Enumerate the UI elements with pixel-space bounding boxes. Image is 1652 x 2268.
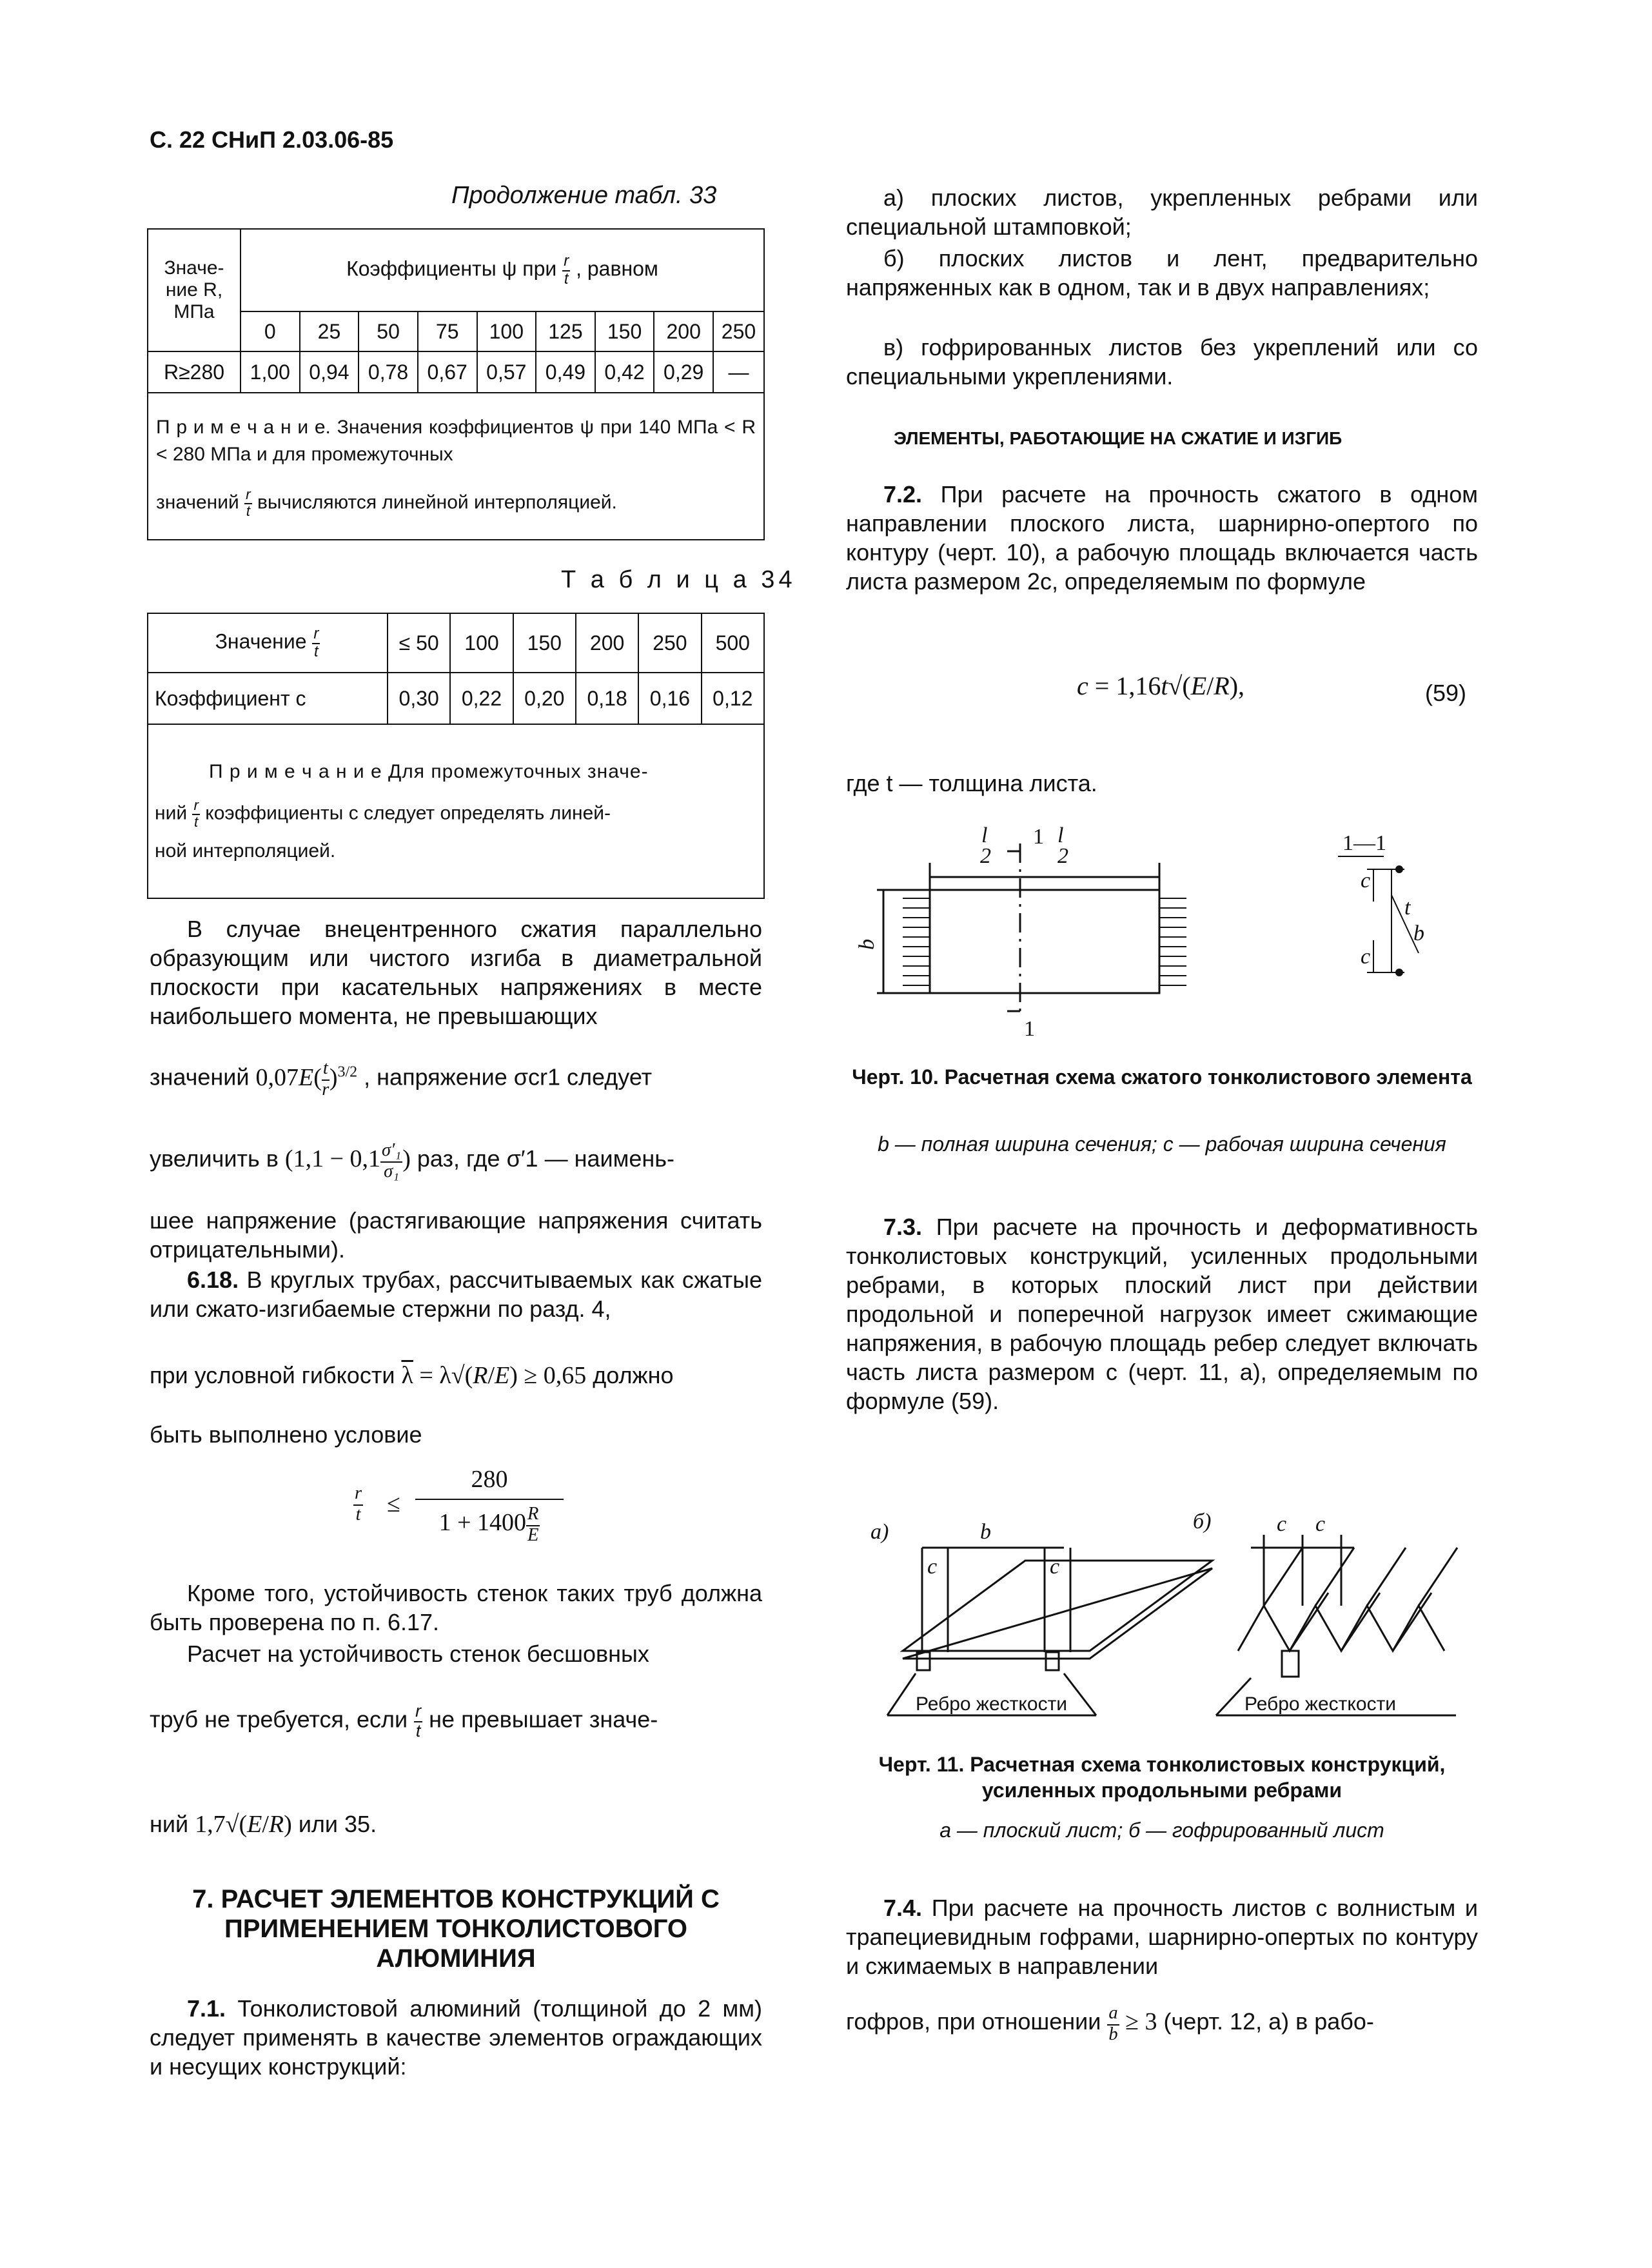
t33-col: 250 — [713, 311, 764, 351]
figure-10-legend: b — полная ширина сечения; c — рабочая ширина сечения — [878, 1132, 1446, 1156]
t34-col: 250 — [638, 613, 701, 673]
svg-text:b: b — [1413, 922, 1424, 945]
table33-continuation: Продолжение табл. 33 — [451, 182, 717, 209]
t33-note-line1: П р и м е ч а н и е. Значения коэффициентов ψ при 140 МПа < R < 280 МПа и для промежуточных — [156, 416, 756, 465]
t33-col: 125 — [536, 311, 595, 351]
section-7-title: 7. РАСЧЕТ ЭЛЕМЕНТОВ КОНСТРУКЦИЙ С ПРИМЕНЕНИЕМ ТОНКОЛИСТОВОГО АЛЮМИНИЯ — [192, 1885, 720, 1973]
para-618-text: В круглых трубах, рассчитываемых как сжатые или сжато-изгибаемые стержни по разд. 4, — [150, 1267, 762, 1322]
t33-coef-header — [241, 229, 764, 311]
t34-col: 200 — [576, 613, 638, 673]
t34-head-label: Значение — [215, 629, 307, 653]
t34-cell: 0,12 — [702, 673, 764, 724]
svg-text:c: c — [1361, 869, 1371, 892]
text-condition: быть выполнено условие — [150, 1421, 422, 1448]
t33-cell: 0,94 — [300, 351, 359, 393]
t33-cell: — — [713, 351, 764, 393]
text-or-35: или 35. — [298, 1811, 377, 1837]
clause-number-71: 7.1. — [187, 1995, 226, 2022]
para-values-line — [150, 1058, 762, 1099]
svg-text:1—1: 1—1 — [1342, 831, 1386, 855]
t34-note-line3: ной интерполяцией. — [155, 840, 336, 862]
formula-007E: 0,07E( $\frac{t}{r}$ )$^{3/2}$ — [255, 1058, 358, 1099]
para-seamless: Расчет на устойчивость стенок бесшовных — [187, 1641, 649, 1667]
t33-coef-tail: , равном — [576, 257, 658, 281]
running-head: С. 22 СНиП 2.03.06-85 — [150, 126, 394, 153]
svg-text:а): а) — [870, 1520, 889, 1544]
t34-note-line1: П р и м е ч а н и е Для промежуточных значе- — [209, 760, 649, 782]
formula-r-over-t-limit: $\frac{r}{t}$ ≤ 280 1 + 1400 $\frac{R}{E}$ — [353, 1465, 573, 1562]
svg-text:l: l — [1057, 823, 1064, 847]
para-seamless-cond — [150, 1702, 762, 1740]
text-not-required: труб не требуется, если — [150, 1706, 408, 1733]
t34-head-label-cell — [148, 613, 388, 673]
para-least-stress: шее напряжение (растягивающие напряжения считать отрицательными). — [150, 1207, 762, 1263]
r-over-t-fraction: $\frac{r}{t}$ — [246, 486, 251, 519]
svg-text:c: c — [1361, 945, 1371, 969]
t34-col: 150 — [513, 613, 576, 673]
svg-text:c: c — [1277, 1512, 1287, 1536]
t34-col: 100 — [450, 613, 513, 673]
svg-text:t: t — [1404, 896, 1411, 920]
t33-cell: 0,78 — [359, 351, 418, 393]
subheading-compression: ЭЛЕМЕНТЫ, РАБОТАЮЩИЕ НА СЖАТИЕ И ИЗГИБ — [894, 428, 1342, 448]
para-74-text: При расчете на прочность листов с волнистым и трапециевидным гофрами, шарнирно-опертых по контуру и сжимаемых в направлении — [846, 1895, 1478, 1979]
para-72-text: При расчете на прочность сжатого в одном направлении плоского листа, шарнирно-опертого по контуру (черт. 10), а рабочую площадь включается часть листа размером 2c, определяемым по формуле — [846, 481, 1478, 595]
t33-col: 100 — [477, 311, 536, 351]
t33-col: 75 — [418, 311, 477, 351]
t34-note — [148, 724, 764, 898]
para-618-flex-line — [150, 1361, 762, 1390]
text-fig12: (черт. 12, а) в рабо- — [1163, 2008, 1374, 2035]
para-618 — [150, 1265, 762, 1323]
formula-59: c = 1,16t√(E/R), — [1077, 671, 1245, 700]
t33-col: 150 — [595, 311, 654, 351]
t34-cell: 0,18 — [576, 673, 638, 724]
t33-col: 50 — [359, 311, 418, 351]
list-item-b: б) плоских листов и лент, предварительно напряженных как в одном, так и в двух направлениях; — [846, 245, 1478, 301]
para-eccentric: В случае внецентренного сжатия параллельно образующим или чистого изгиба в диаметральной плоскости при касательных напряжениях в месте наибольшего момента, не превышающих — [150, 916, 762, 1029]
svg-text:2: 2 — [980, 844, 991, 868]
svg-text:l: l — [981, 823, 988, 847]
text-where-t: где t — толщина листа. — [846, 770, 1097, 796]
formula-factor: (1,1 − 0,1 $\frac{\text{σ′₁}}{\text{σ₁}}$ ) — [284, 1140, 411, 1181]
t33-col: 25 — [300, 311, 359, 351]
para-73-text: При расчете на прочность и деформативность тонколистовых конструкций, усиленных продольными ребрами, в которых плоский лист при действии продольной и поперечной нагрузок имеет сжимающие напряжения, в рабочую площадь ребер следует включать часть листа размером c (черт. 11, а), определяемым по формуле (59). — [846, 1214, 1478, 1414]
text-must: должно — [593, 1362, 674, 1388]
t33-cell: 0,42 — [595, 351, 654, 393]
figure-11-legend: а — плоский лист; б — гофрированный лист — [939, 1819, 1384, 1842]
t34-note-line2: коэффициенты c следует определять линей- — [205, 802, 611, 823]
svg-text:б): б) — [1193, 1510, 1212, 1533]
clause-number-72: 7.2. — [883, 481, 923, 508]
t34-cell: 0,22 — [450, 673, 513, 724]
t33-cell: 0,49 — [536, 351, 595, 393]
t33-cell: 0,57 — [477, 351, 536, 393]
text-stress-increase: , напряжение σcr1 следует — [364, 1063, 653, 1090]
r-over-t-fraction: $\frac{r}{t}$ — [313, 625, 319, 660]
svg-text:2: 2 — [1057, 844, 1068, 868]
para-73 — [846, 1212, 1478, 1415]
r-over-t-fraction: $\frac{r}{t}$ — [415, 1701, 422, 1740]
t33-head-col: Значе-ние R, МПа — [148, 229, 241, 351]
formula-lambda: $\overline{\lambda} = \lambda√(R/E) \ge 0,65$ — [401, 1362, 587, 1389]
svg-text:1: 1 — [1024, 1017, 1035, 1041]
figure-11-diagram — [851, 1509, 1470, 1728]
svg-text:1: 1 — [1033, 825, 1044, 849]
figure-10-diagram — [851, 818, 1470, 1043]
clause-number-73: 7.3. — [883, 1214, 923, 1240]
svg-text:c: c — [927, 1555, 938, 1579]
formula-a-over-b: $\frac{a}{b}$ ≥ 3 — [1108, 2003, 1157, 2044]
t33-note-interp: вычисляются линейной интерполяцией. — [257, 491, 617, 513]
text-values: значений — [150, 1063, 250, 1090]
svg-text:b: b — [855, 939, 879, 950]
t33-col: 0 — [241, 311, 300, 351]
rib-label-b: Ребро жесткости — [1244, 1693, 1397, 1715]
t34-cell: 0,30 — [388, 673, 450, 724]
svg-text:c: c — [1050, 1555, 1060, 1579]
rib-label-a: Ребро жесткости — [916, 1693, 1068, 1715]
t34-note-ni: ний — [155, 802, 188, 823]
table-33 — [147, 228, 765, 540]
t33-row-label: R≥280 — [148, 351, 241, 393]
svg-text:c: c — [1315, 1512, 1326, 1536]
para-74-ratio-line — [846, 2004, 1478, 2044]
para-72 — [846, 480, 1478, 596]
figure-11-caption: Черт. 11. Расчетная схема тонколистовых конструкций, усиленных продольными ребрами — [878, 1753, 1446, 1802]
t33-note-values: значений — [156, 491, 239, 513]
table-34 — [147, 613, 765, 899]
para-seamless-limit — [150, 1809, 762, 1839]
para-74 — [846, 1893, 1478, 1980]
r-over-t-fraction: $\frac{r}{t}$ — [564, 252, 569, 288]
t34-cell: 0,20 — [513, 673, 576, 724]
text-conditional-slenderness: при условной гибкости — [150, 1362, 395, 1388]
t33-col: 200 — [654, 311, 713, 351]
t34-row-label: Коэффициент c — [148, 673, 388, 724]
t34-col: 500 — [702, 613, 764, 673]
equation-number-59: (59) — [1425, 680, 1467, 706]
formula-17-sqrt: 1,7√(E/R) — [195, 1811, 292, 1838]
clause-number-618: 6.18. — [187, 1267, 239, 1293]
clause-number-74: 7.4. — [883, 1895, 923, 1921]
text-not-exceed: не превышает значе- — [429, 1706, 658, 1733]
r-over-t-fraction: $\frac{r}{t}$ — [193, 796, 199, 830]
text-ni: ний — [150, 1811, 189, 1837]
svg-text:b: b — [980, 1520, 991, 1544]
t33-cell: 0,67 — [418, 351, 477, 393]
table34-title: Т а б л и ц а 34 — [561, 566, 796, 593]
t33-cell: 0,29 — [654, 351, 713, 393]
list-item-a: а) плоских листов, укрепленных ребрами или специальной штамповкой; — [846, 184, 1478, 240]
para-increase-line — [150, 1141, 762, 1181]
para-also: Кроме того, устойчивость стенок таких труб должна быть проверена по п. 6.17. — [150, 1580, 762, 1635]
text-corrugation-ratio: гофров, при отношении — [846, 2008, 1101, 2035]
para-71 — [150, 1994, 762, 2081]
t33-coef-label: Коэффициенты ψ при — [346, 257, 557, 281]
figure-10-caption: Черт. 10. Расчетная схема сжатого тонколистового элемента — [852, 1065, 1472, 1089]
text-increase: увеличить в — [150, 1145, 279, 1172]
t34-col: ≤ 50 — [388, 613, 450, 673]
para-71-text: Тонколистовой алюминий (толщиной до 2 мм) следует применять в качестве элементов ограждающих и несущих конструкций: — [150, 1995, 762, 2080]
t34-cell: 0,16 — [638, 673, 701, 724]
t33-note — [148, 393, 764, 540]
list-item-c: в) гофрированных листов без укреплений или со специальными укреплениями. — [846, 334, 1478, 390]
t33-cell: 1,00 — [241, 351, 300, 393]
text-sigma-min: раз, где σ′1 — наимень- — [417, 1145, 674, 1172]
